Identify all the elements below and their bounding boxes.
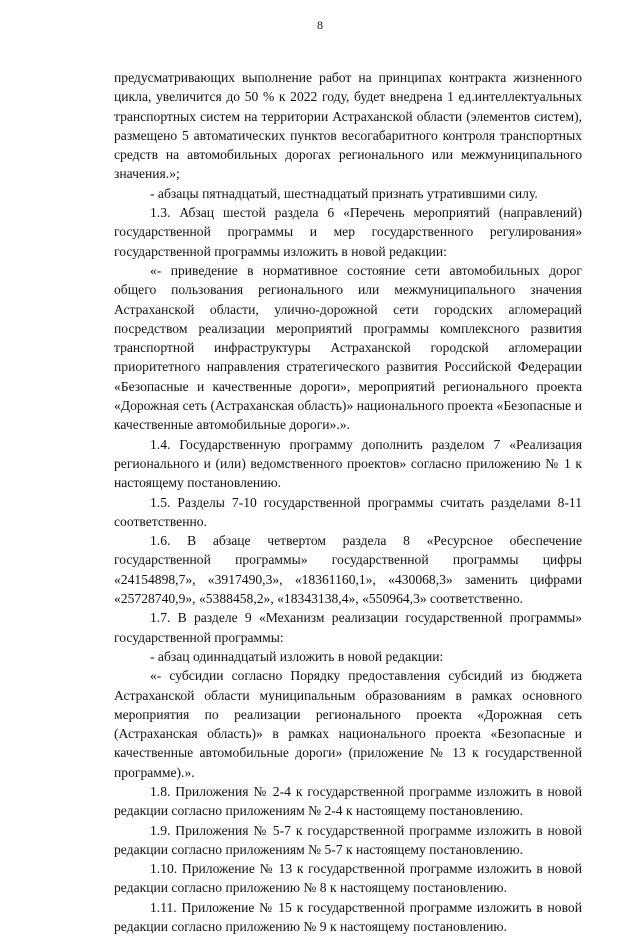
paragraph: 1.11. Приложение № 15 к государственной программе изложить в новой редакции согласно приложению № 9 к настоящему постановлению. [114, 899, 582, 935]
document-body [114, 68, 582, 936]
paragraph: 1.10. Приложение № 13 к государственной программе изложить в новой редакции согласно приложению № 8 к настоящему постановлению. [114, 861, 582, 896]
paragraph: 1.7. В разделе 9 «Механизм реализации государственной программы» государственной программы: [114, 610, 582, 645]
paragraph: 1.3. Абзац шестой раздела 6 «Перечень мероприятий (направлений) государственной программы и мер государственного регулирования» государственной программы изложить в новой редакции: [114, 205, 582, 259]
paragraph: «- приведение в нормативное состояние сети автомобильных дорог общего пользования регионального или межмуниципального значения Астраханской области, улично-дорожной сети городских агломераций посредством реализации мероприятий программы комплексного развития транспортной инфраструктуры Астраханской городской агломерации приоритетного направления стратегического развития Российской Федерации «Безопасные и качественные дороги», мероприятий регионального проекта «Дорожная сеть (Астраханская область)» национального проекта «Безопасные и качественные автомобильные дороги».». [114, 262, 582, 433]
paragraph: 1.4. Государственную программу дополнить разделом 7 «Реализация регионального и (или) ведомственного проектов» согласно приложению № 1 к настоящему постановлению. [114, 436, 582, 491]
page-number: 8 [317, 18, 323, 32]
paragraph: - абзац одиннадцатый изложить в новой редакции: [150, 648, 444, 664]
paragraph: 1.9. Приложения № 5-7 к государственной программе изложить в новой редакции согласно приложениям № 5-7 к настоящему постановлению. [114, 822, 582, 857]
paragraph: 1.6. В абзаце четвертом раздела 8 «Ресурсное обеспечение государственной программы» государственной программы цифры «24154898,7», «3917490,3», «18361160,1», «430068,3» заменить цифрами «25728740,9», «5388458,2», «18343138,4», «550964,3» соответственно. [114, 533, 582, 607]
paragraph: предусматривающих выполнение работ на принципах контракта жизненного цикла, увеличится до 50 % к 2022 году, будет внедрена 1 ед.интеллектуальных транспортных систем на территории Астраханской области (элементов систем), размещено 5 автоматических пунктов весогабаритного контроля транспортных средств на автомобильных дорогах регионального или межмуниципального значения.»; [114, 70, 582, 182]
paragraph: - абзацы пятнадцатый, шестнадцатый признать утратившими силу. [150, 185, 538, 201]
paragraph: «- субсидии согласно Порядку предоставления субсидий из бюджета Астраханской области муниципальным образованиям в рамках основного мероприятия по реализации регионального проекта «Дорожная сеть (Астраханская область)» в рамках национального проекта «Безопасные и качественные автомобильные дороги» (приложение № 13 к государственной программе).». [114, 668, 582, 780]
paragraph: 1.8. Приложения № 2-4 к государственной программе изложить в новой редакции согласно приложениям № 2-4 к настоящему постановлению. [114, 783, 582, 819]
paragraph: 1.5. Разделы 7-10 государственной программы считать разделами 8-11 соответственно. [114, 494, 582, 529]
